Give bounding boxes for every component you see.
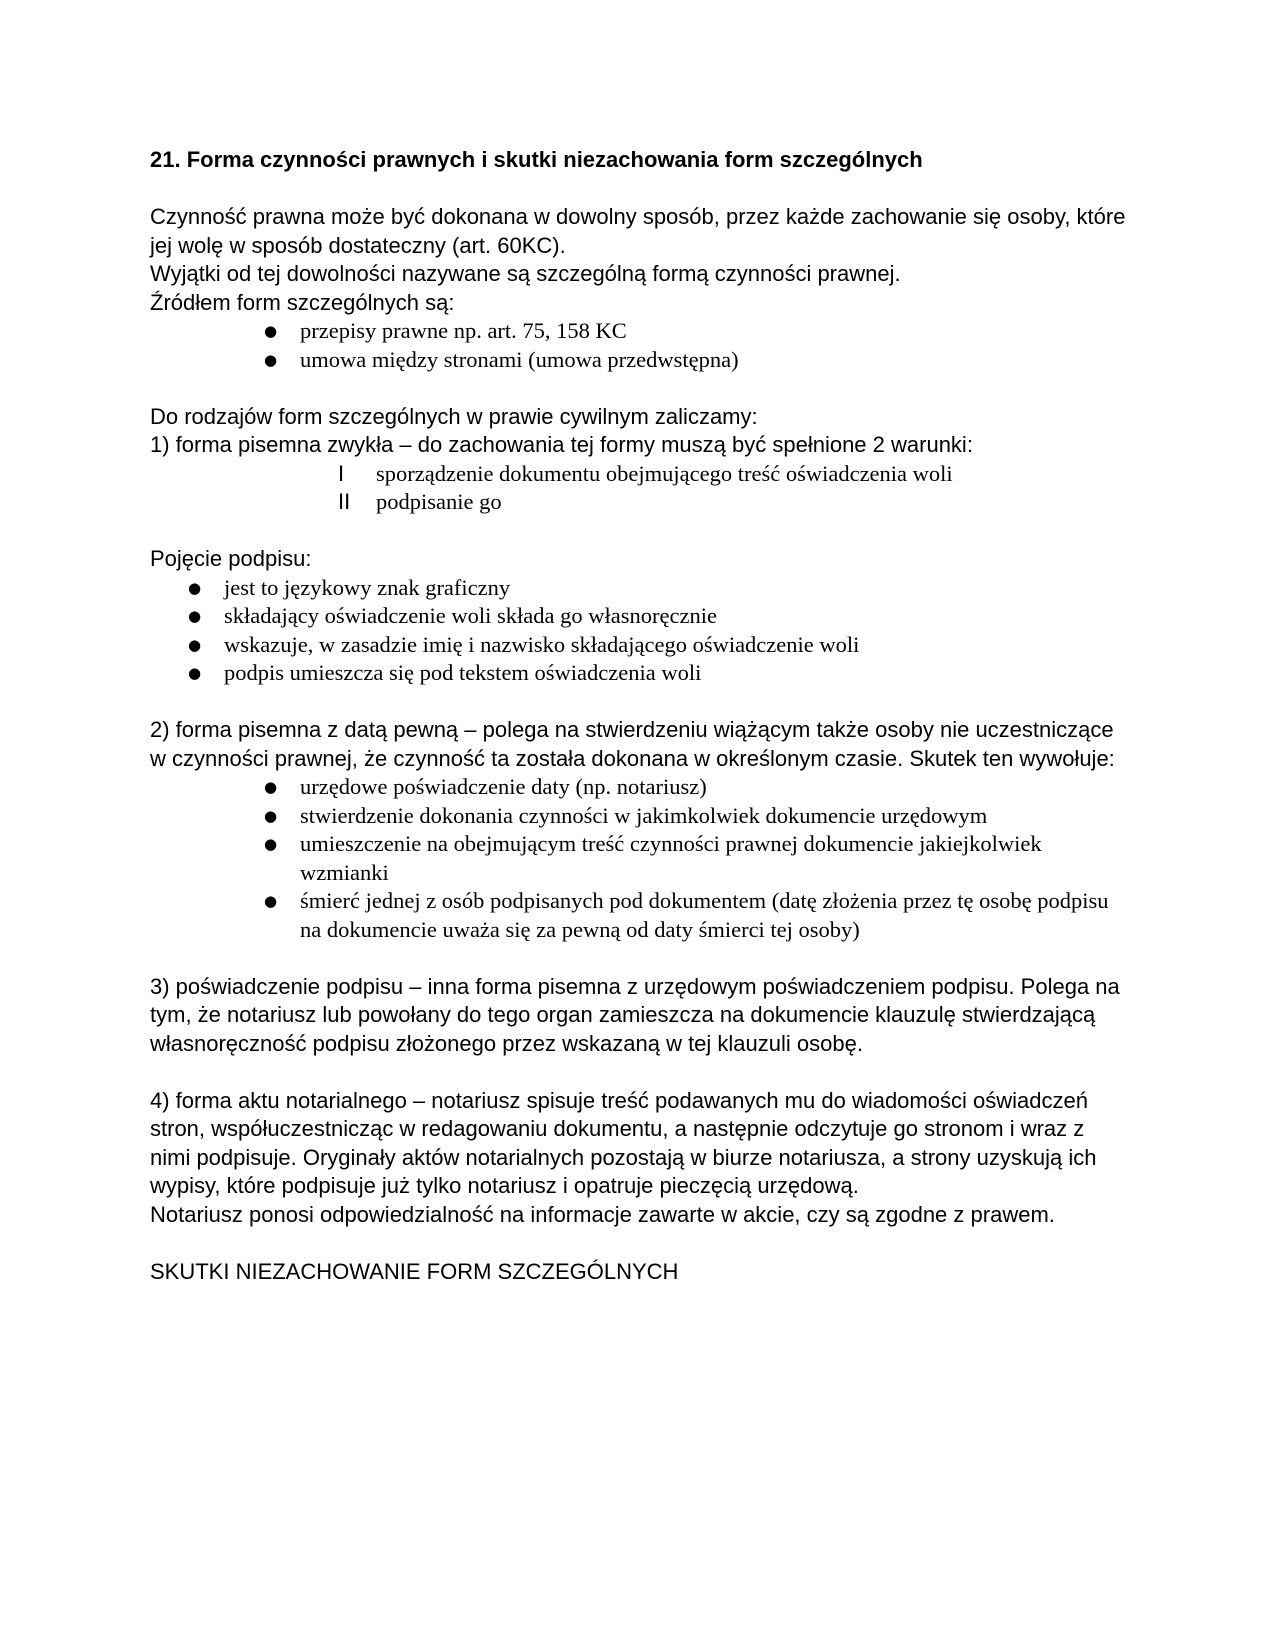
exceptions-paragraph: Wyjątki od tej dowolności nazywane są szczególną formą czynności prawnej. bbox=[150, 261, 901, 286]
roman-numeral: I bbox=[338, 460, 345, 486]
bullet-icon: ● bbox=[264, 350, 278, 369]
list-item-text: stwierdzenie dokonania czynności w jakimkolwiek dokumencie urzędowym bbox=[300, 802, 988, 828]
roman-numeral: II bbox=[338, 489, 351, 514]
list-item bbox=[264, 317, 1130, 346]
bullet-icon: ● bbox=[264, 778, 278, 796]
list-item-text: składający oświadczenie woli składa go własnoręcznie bbox=[224, 603, 717, 628]
notary-note: Notariusz ponosi odpowiedzialność na informacje zawarte w akcie, czy są zgodne z prawem. bbox=[150, 1201, 1055, 1227]
list-item-text: wskazuje, w zasadzie imię i nazwisko składającego oświadczenie woli bbox=[224, 631, 860, 657]
intro-paragraph: Czynność prawna może być dokonana w dowolny sposób, przez każde zachowanie się osoby, które jej wolę w sposób dostateczny (art. 60KC). bbox=[150, 204, 1126, 258]
form4-paragraph: 4) forma aktu notarialnego – notariusz spisuje treść podawanych mu do wiadomości oświadczeń stron, współuczestnicząc w redagowaniu dokumentu, a następnie odczytuje go stronom i wraz z nimi podpisuje. Oryginały aktów notarialnych pozostają w biurze notariusza, a strony uzyskują ich wypisy, które podpisuje już tylko notariusz i opatruje pieczęcią urzędową. bbox=[150, 1087, 1097, 1198]
closing-heading: SKUTKI NIEZACHOWANIE FORM SZCZEGÓLNYCH bbox=[150, 1258, 679, 1284]
bullet-icon: ● bbox=[264, 892, 278, 910]
list-item bbox=[188, 602, 1130, 631]
list-item-text: podpis umieszcza się pod tekstem oświadczenia woli bbox=[224, 660, 702, 685]
list-item bbox=[264, 346, 1130, 375]
list-item-text: umowa między stronami (umowa przedwstępna) bbox=[300, 346, 739, 372]
document-page bbox=[150, 146, 1130, 1286]
list-item-text: umieszczenie na obejmującym treść czynności prawnej dokumencie jakiejkolwiek wzmianki bbox=[300, 831, 1042, 885]
list-item-text: przepisy prawne np. art. 75, 158 KC bbox=[300, 318, 627, 343]
list-item bbox=[338, 460, 1130, 489]
sources-list bbox=[264, 317, 1130, 374]
form3-paragraph: 3) poświadczenie podpisu – inna forma pisemna z urzędowym poświadczeniem podpisu. Polega na tym, że notariusz lub powołany do tego organ zamieszcza na dokumencie klauzulę stwierdzającą własnoręczność podpisu złożonego przez wskazaną w tej klauzuli osobę. bbox=[150, 973, 1120, 1056]
form2-list bbox=[264, 773, 1130, 944]
spacer bbox=[150, 1229, 1130, 1258]
conditions-list bbox=[338, 460, 1130, 517]
list-item bbox=[264, 773, 1130, 802]
bullet-icon: ● bbox=[264, 806, 278, 825]
list-item bbox=[188, 574, 1130, 603]
bullet-icon: ● bbox=[264, 322, 278, 340]
sources-heading: Źródłem form szczególnych są: bbox=[150, 289, 455, 315]
bullet-icon: ● bbox=[188, 635, 202, 654]
spacer bbox=[150, 944, 1130, 973]
spacer bbox=[150, 374, 1130, 403]
types-heading: Do rodzajów form szczególnych w prawie cywilnym zaliczamy: bbox=[150, 403, 758, 429]
list-item-text: urzędowe poświadczenie daty (np. notariusz) bbox=[300, 774, 707, 799]
list-item bbox=[188, 631, 1130, 660]
spacer bbox=[150, 517, 1130, 546]
document-title: 21. Forma czynności prawnych i skutki niezachowania form szczególnych bbox=[150, 147, 923, 172]
list-item-text: śmierć jednej z osób podpisanych pod dokumentem (datę złożenia przez tę osobę podpisu na dokumencie uważa się za pewną od daty śmierci tej osoby) bbox=[300, 888, 1109, 942]
bullet-icon: ● bbox=[188, 664, 202, 682]
spacer bbox=[150, 1058, 1130, 1087]
list-item bbox=[264, 830, 1130, 887]
spacer bbox=[150, 175, 1130, 204]
list-item bbox=[188, 659, 1130, 688]
list-item bbox=[264, 802, 1130, 831]
list-item-text: jest to językowy znak graficzny bbox=[224, 574, 511, 600]
form2-paragraph: 2) forma pisemna z datą pewną – polega na stwierdzeniu wiążącym także osoby nie uczestniczące w czynności prawnej, że czynność ta została dokonana w określonym czasie. Skutek ten wywołuje: bbox=[150, 717, 1115, 771]
bullet-icon: ● bbox=[188, 578, 202, 597]
spacer bbox=[150, 688, 1130, 717]
list-item-text: sporządzenie dokumentu obejmującego treść oświadczenia woli bbox=[376, 460, 953, 486]
signature-heading: Pojęcie podpisu: bbox=[150, 546, 312, 571]
list-item bbox=[264, 887, 1130, 944]
bullet-icon: ● bbox=[188, 607, 202, 625]
signature-list bbox=[188, 574, 1130, 688]
list-item-text: podpisanie go bbox=[376, 489, 502, 514]
list-item bbox=[338, 488, 1130, 517]
form1-paragraph: 1) forma pisemna zwykła – do zachowania tej formy muszą być spełnione 2 warunki: bbox=[150, 432, 973, 457]
bullet-icon: ● bbox=[264, 835, 278, 853]
